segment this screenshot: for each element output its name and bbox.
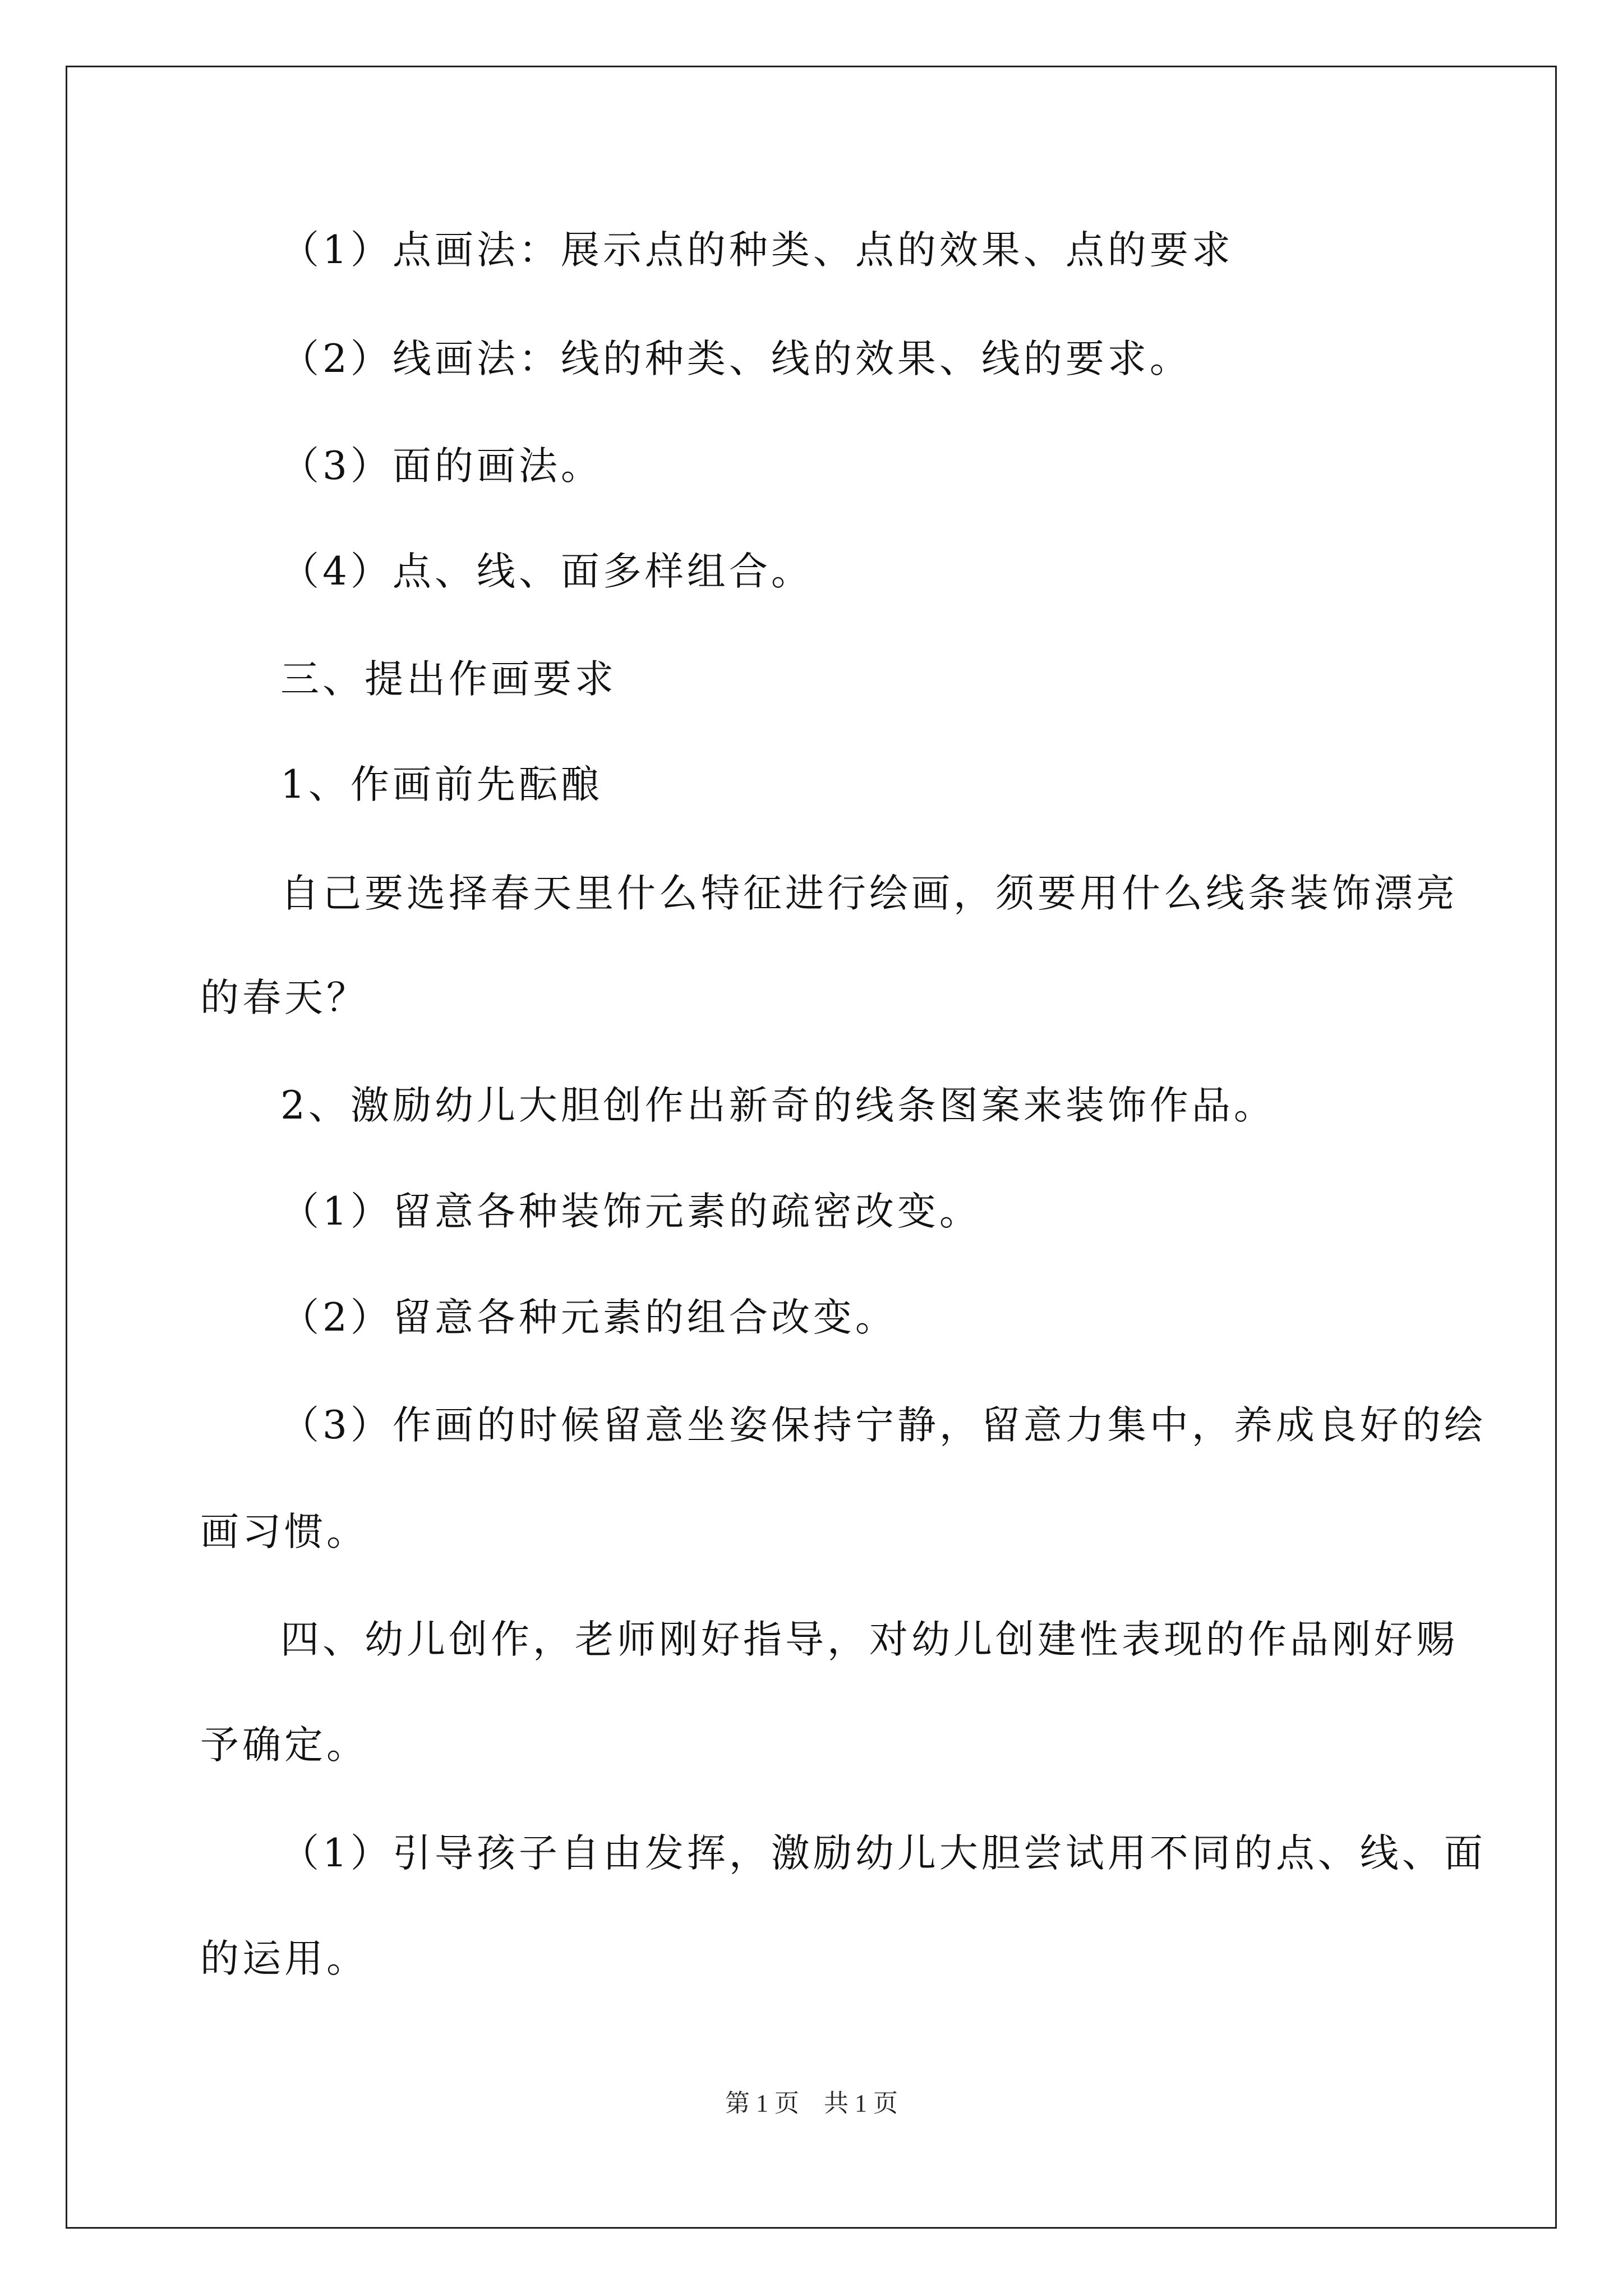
paragraph-continuation: 予确定。 xyxy=(200,1723,368,1768)
subsection-heading: 1、作画前先酝酿 xyxy=(280,762,603,807)
paragraph-continuation: 的春天？ xyxy=(200,976,368,1020)
paragraph: （2）留意各种元素的组合改变。 xyxy=(280,1295,897,1340)
paragraph: （1）点画法：展示点的种类、点的效果、点的要求 xyxy=(280,228,1234,273)
paragraph: （4）点、线、面多样组合。 xyxy=(280,549,813,594)
paragraph: （2）线画法：线的种类、线的效果、线的要求。 xyxy=(280,337,1192,381)
paragraph-continuation: 画习惯。 xyxy=(200,1510,368,1554)
paragraph: （3）面的画法。 xyxy=(280,444,603,489)
section-heading: 四、幼儿创作，老师刚好指导，对幼儿创建性表现的作品刚好赐 xyxy=(280,1617,1458,1662)
paragraph: （1）引导孩子自由发挥，激励幼儿大胆尝试用不同的点、线、面 xyxy=(280,1831,1486,1876)
page-border xyxy=(66,66,1557,2229)
subsection-heading: 2、激励幼儿大胆创作出新奇的线条图案来装饰作品。 xyxy=(280,1083,1276,1128)
section-heading: 三、提出作画要求 xyxy=(280,657,617,702)
paragraph-continuation: 的运用。 xyxy=(200,1936,368,1981)
page-number-footer: 第 1 页 共 1 页 xyxy=(725,2090,898,2117)
paragraph: 自己要选择春天里什么特征进行绘画，须要用什么线条装饰漂亮 xyxy=(280,871,1458,916)
paragraph: （1）留意各种装饰元素的疏密改变。 xyxy=(280,1189,981,1234)
paragraph: （3）作画的时候留意坐姿保持宁静，留意力集中，养成良好的绘 xyxy=(280,1403,1486,1448)
